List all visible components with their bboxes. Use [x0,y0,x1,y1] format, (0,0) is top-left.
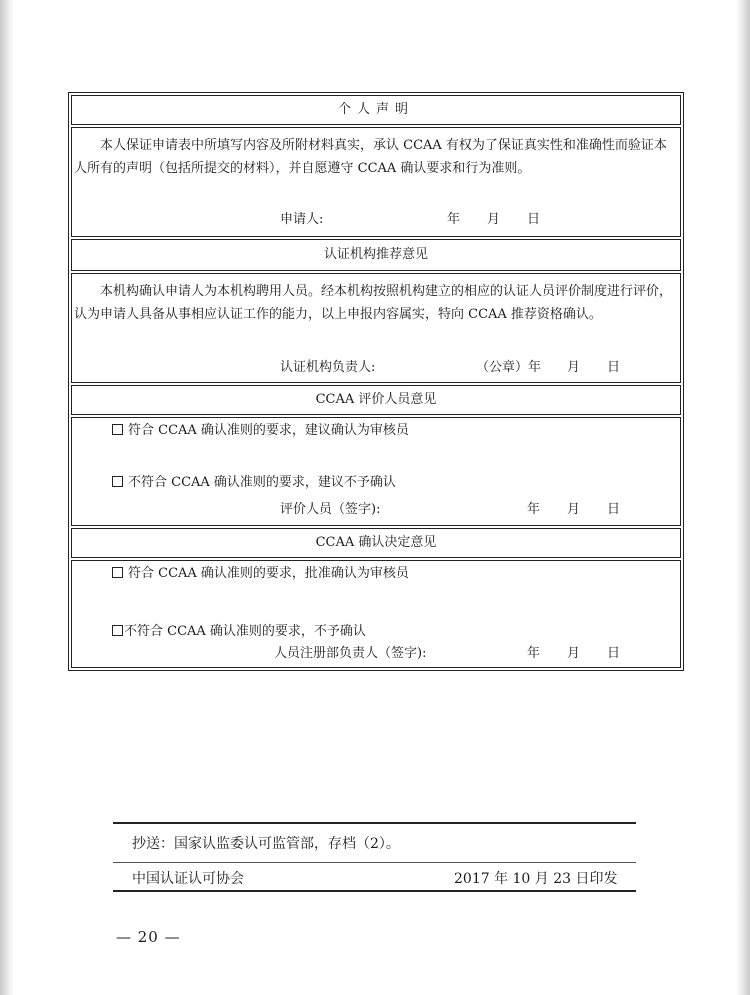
evaluator-signer-label: 评价人员（签字): [280,502,381,517]
decision-header: CCAA 确认决定意见 [71,528,681,558]
date-year: 年 [447,212,461,227]
date-month: 月 [567,502,581,517]
date-year: 年 [527,502,541,517]
issuing-organization: 中国认证认可协会 [132,871,244,887]
recommendation-section [71,273,681,383]
declaration-section [71,127,681,237]
date-month: 月 [567,360,581,375]
issue-date: 2017 年 10 月 23 日印发 [454,871,618,887]
evaluation-section [71,417,681,526]
recommendation-header: 认证机构推荐意见 [71,239,681,271]
checkbox-icon[interactable] [112,476,123,487]
checkbox-icon[interactable] [112,424,123,435]
date-day: 日 [607,502,621,517]
registry-signer-label: 人员注册部负责人（签字): [274,646,427,661]
footer-rule-bottom [113,890,636,892]
seal-and-year: （公章）年 [476,360,542,375]
date-day: 日 [607,360,621,375]
date-month: 月 [487,212,501,227]
evaluation-option-reject: 不符合 CCAA 确认准则的要求，建议不予确认 [112,475,396,491]
page-number: — 20 — [116,928,181,946]
date-day: 日 [607,646,621,661]
decision-option-approve: 符合 CCAA 确认准则的要求，批准确认为审核员 [112,566,409,582]
date-month: 月 [567,646,581,661]
checkbox-icon[interactable] [112,567,123,578]
evaluation-option-approve: 符合 CCAA 确认准则的要求，建议确认为审核员 [112,423,409,439]
page-shadow-left [0,0,14,995]
checkbox-icon[interactable] [112,625,123,636]
decision-option-reject: 不符合 CCAA 确认准则的要求，不予确认 [112,624,366,640]
decision-section [71,560,681,668]
evaluation-header: CCAA 评价人员意见 [71,385,681,415]
org-signer-label: 认证机构负责人: [280,360,376,375]
cc-line: 抄送：国家认监委认可监管部，存档（2）。 [132,836,400,852]
date-day: 日 [527,212,541,227]
declaration-header: 个人声明 [71,95,681,125]
page-shadow-right [736,0,750,995]
declaration-text: 本人保证申请表中所填写内容及所附材料真实，承认 CCAA 有权为了保证真实性和准确性而验证本人所有的声明（包括所提交的材料），并自愿遵守 CCAA 确认要求和行为准则。 [74,138,667,176]
footer-rule-middle [113,862,636,863]
recommendation-text: 本机构确认申请人为本机构聘用人员。经本机构按照机构建立的相应的认证人员评价制度进行评价，认为申请人具备从事相应认证工作的能力，以上申报内容属实，特向 CCAA 推荐资格确认。 [74,284,673,322]
application-form-table [68,92,684,671]
applicant-label: 申请人: [280,212,324,227]
footer-rule-top [113,822,636,824]
date-year: 年 [527,646,541,661]
